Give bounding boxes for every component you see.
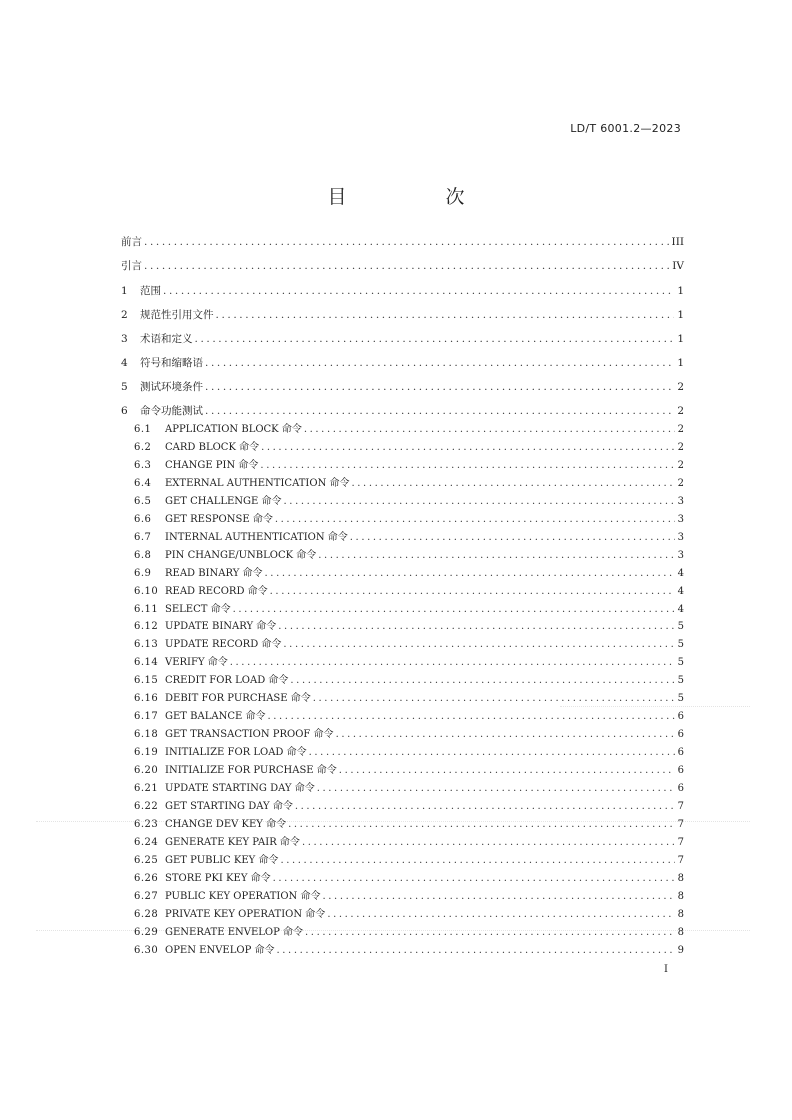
toc-entry-number: 6.11 bbox=[134, 603, 159, 615]
toc-entry[interactable] bbox=[134, 602, 684, 618]
leader-dots bbox=[278, 619, 674, 635]
toc-entry-title bbox=[134, 763, 339, 779]
toc-entry-number: 6.27 bbox=[134, 890, 159, 902]
toc-entry-title bbox=[134, 512, 275, 528]
toc-entry-title bbox=[134, 907, 327, 923]
toc-entry-label: APPLICATION BLOCK 命令 bbox=[165, 424, 302, 435]
toc-entry[interactable] bbox=[134, 907, 684, 923]
leader-dots bbox=[350, 530, 675, 546]
toc-entry[interactable] bbox=[121, 331, 684, 347]
toc-entry-label: GENERATE ENVELOP 命令 bbox=[165, 926, 304, 938]
toc-page-number: 8 bbox=[677, 872, 684, 884]
toc-page-number: 3 bbox=[677, 549, 684, 561]
toc-page-number: 4 bbox=[677, 585, 684, 597]
toc-entry-title bbox=[134, 637, 283, 653]
toc-entry[interactable] bbox=[134, 530, 684, 546]
toc-entry-number: 6.8 bbox=[134, 549, 152, 561]
leader-dots bbox=[318, 548, 674, 564]
toc-entry[interactable] bbox=[134, 853, 684, 869]
toc-entry-label: UPDATE RECORD 命令 bbox=[165, 639, 282, 651]
toc-entry-number: 5 bbox=[121, 381, 128, 393]
toc-entry-number: 6.22 bbox=[134, 800, 159, 812]
leader-dots bbox=[302, 835, 675, 851]
toc-page-number: 2 bbox=[677, 424, 684, 435]
toc-page-number: 8 bbox=[677, 908, 684, 920]
toc-entry-title bbox=[134, 799, 295, 815]
toc-entry-number: 6.6 bbox=[134, 513, 152, 525]
toc-page-number: III bbox=[671, 236, 684, 248]
leader-dots bbox=[275, 512, 675, 528]
toc-entry-number: 6.18 bbox=[134, 729, 159, 741]
leader-dots bbox=[304, 422, 675, 438]
toc-entry-number: 6.29 bbox=[134, 926, 159, 938]
toc-page-number: 1 bbox=[677, 285, 684, 297]
toc-entry-label: VERIFY 命令 bbox=[165, 657, 228, 669]
toc-entry-title bbox=[134, 566, 265, 582]
toc-entry-label: INITIALIZE FOR PURCHASE 命令 bbox=[165, 765, 337, 777]
toc-entry-label: UPDATE BINARY 命令 bbox=[165, 621, 277, 633]
toc-entry[interactable] bbox=[134, 799, 684, 815]
toc-entry-title bbox=[134, 781, 317, 797]
leader-dots bbox=[230, 655, 675, 671]
toc-entry-number: 6.14 bbox=[134, 657, 159, 669]
toc-page-number: 1 bbox=[677, 333, 684, 345]
leader-dots bbox=[305, 925, 675, 941]
toc-entry-label: PIN CHANGE/UNBLOCK 命令 bbox=[165, 549, 317, 561]
toc-page-number: 6 bbox=[677, 729, 684, 741]
toc-entry-label: GET TRANSACTION PROOF 命令 bbox=[165, 729, 334, 741]
toc-entry-title bbox=[134, 619, 278, 635]
toc-entry-title bbox=[134, 548, 318, 564]
toc-entry-title bbox=[134, 476, 352, 492]
toc-entry[interactable] bbox=[134, 727, 684, 743]
toc-entry-label: 引言 bbox=[121, 260, 142, 272]
toc-entry[interactable] bbox=[134, 584, 684, 600]
toc-entry-label: GENERATE KEY PAIR 命令 bbox=[165, 836, 300, 848]
toc-entry[interactable] bbox=[134, 548, 684, 564]
toc-entry[interactable] bbox=[134, 709, 684, 725]
toc-entry-title bbox=[134, 817, 288, 833]
toc-entry-title bbox=[121, 379, 205, 395]
leader-dots bbox=[284, 494, 675, 510]
leader-dots bbox=[290, 673, 674, 689]
toc-entry[interactable] bbox=[134, 637, 684, 653]
toc-page-number: 8 bbox=[677, 926, 684, 938]
leader-dots bbox=[261, 440, 675, 456]
toc-entry-number: 6.13 bbox=[134, 639, 159, 651]
leader-dots bbox=[216, 307, 675, 323]
toc-entry[interactable] bbox=[121, 283, 684, 299]
toc-entry-label: 术语和定义 bbox=[140, 333, 193, 345]
leader-dots bbox=[276, 943, 674, 959]
toc-entry-number: 6.30 bbox=[134, 944, 159, 956]
toc-entry[interactable] bbox=[121, 403, 684, 419]
toc-entry-label: STORE PKI KEY 命令 bbox=[165, 872, 271, 884]
toc-page-number: 4 bbox=[677, 603, 684, 615]
toc-entry-title bbox=[121, 403, 205, 419]
toc-entry-title bbox=[134, 709, 267, 725]
toc-entry-number: 6.5 bbox=[134, 495, 152, 507]
toc-page-number: 5 bbox=[677, 675, 684, 687]
toc-entry-title bbox=[121, 355, 205, 371]
toc-entry[interactable] bbox=[134, 458, 684, 474]
leader-dots bbox=[144, 234, 669, 250]
toc-entry[interactable] bbox=[134, 673, 684, 689]
toc-entry-number: 6.2 bbox=[134, 441, 152, 453]
leader-dots bbox=[233, 602, 675, 618]
toc-page-number: 7 bbox=[677, 854, 684, 866]
toc-entry-label: READ BINARY 命令 bbox=[165, 567, 263, 579]
toc-entry-number: 6.9 bbox=[134, 567, 152, 579]
toc-page-number: 7 bbox=[677, 818, 684, 830]
toc-entry-number: 6.28 bbox=[134, 908, 159, 920]
toc-entry[interactable] bbox=[134, 781, 684, 797]
toc-entry-label: READ RECORD 命令 bbox=[165, 585, 268, 597]
leader-dots bbox=[265, 566, 675, 582]
toc-entry-label: GET STARTING DAY 命令 bbox=[165, 800, 293, 812]
toc-entry[interactable] bbox=[134, 871, 684, 887]
toc-entry[interactable] bbox=[134, 763, 684, 779]
leader-dots bbox=[327, 907, 674, 923]
leader-dots bbox=[205, 355, 674, 371]
leader-dots bbox=[317, 781, 675, 797]
toc-page-number: 5 bbox=[677, 657, 684, 669]
toc-page-number: 9 bbox=[677, 944, 684, 956]
toc-entry-number: 6.21 bbox=[134, 783, 159, 794]
toc-entry-label: SELECT 命令 bbox=[165, 603, 231, 615]
toc-page-number: 7 bbox=[677, 836, 684, 848]
toc-entry[interactable] bbox=[121, 379, 684, 395]
toc-entry-title bbox=[121, 258, 144, 274]
toc-entry-label: 范围 bbox=[140, 285, 161, 297]
leader-dots bbox=[273, 871, 675, 887]
toc-entry[interactable] bbox=[134, 889, 684, 905]
leader-dots bbox=[352, 476, 675, 492]
toc-entry[interactable] bbox=[134, 422, 684, 438]
toc-page-number: 6 bbox=[677, 765, 684, 777]
toc-entry-number: 6.3 bbox=[134, 459, 152, 471]
leader-dots bbox=[339, 763, 675, 779]
toc-entry-label: GET CHALLENGE 命令 bbox=[165, 495, 282, 507]
toc-entry-title bbox=[134, 602, 233, 618]
toc-entry[interactable] bbox=[134, 835, 684, 851]
leader-dots bbox=[336, 727, 675, 743]
toc-entry-number: 6.15 bbox=[134, 675, 159, 687]
toc-entry-label: 符号和缩略语 bbox=[140, 357, 203, 369]
toc-entry-title bbox=[134, 673, 290, 689]
toc-entry-number: 1 bbox=[121, 285, 128, 297]
document-code: LD/T 6001.2—2023 bbox=[570, 122, 681, 135]
toc-entry-label: UPDATE STARTING DAY 命令 bbox=[165, 783, 315, 794]
toc-entry-title bbox=[121, 283, 163, 299]
toc-entry-title bbox=[134, 727, 336, 743]
toc-page-number: 6 bbox=[677, 711, 684, 723]
toc-entry-label: CHANGE PIN 命令 bbox=[165, 459, 259, 471]
toc-entry-title bbox=[121, 307, 216, 323]
toc-entry-title bbox=[134, 871, 273, 887]
toc-entry-label: EXTERNAL AUTHENTICATION 命令 bbox=[165, 477, 350, 489]
toc-entry-number: 6.23 bbox=[134, 818, 159, 830]
toc-page-number: 5 bbox=[677, 693, 684, 705]
toc-entry-number: 6.25 bbox=[134, 854, 159, 866]
toc-entry-label: 前言 bbox=[121, 236, 142, 248]
toc-entry-label: DEBIT FOR PURCHASE 命令 bbox=[165, 693, 311, 705]
toc-entry-number: 6.10 bbox=[134, 585, 159, 597]
toc-entry[interactable] bbox=[121, 234, 684, 250]
leader-dots bbox=[260, 458, 674, 474]
toc-entry-label: 规范性引用文件 bbox=[140, 309, 214, 321]
toc-entry[interactable] bbox=[134, 925, 684, 941]
toc-entry-number: 6.1 bbox=[134, 424, 152, 435]
toc-entry-number: 6.26 bbox=[134, 872, 159, 884]
toc-page-number: 2 bbox=[677, 381, 684, 393]
toc-entry-label: 测试环境条件 bbox=[140, 381, 203, 393]
toc-entry[interactable] bbox=[134, 943, 684, 959]
leader-dots bbox=[313, 691, 675, 707]
toc-entry-number: 4 bbox=[121, 357, 128, 369]
toc-page-number: 1 bbox=[677, 309, 684, 321]
toc-page-number: 4 bbox=[677, 567, 684, 579]
leader-dots bbox=[322, 889, 674, 905]
leader-dots bbox=[195, 331, 675, 347]
toc-page-number: 1 bbox=[677, 357, 684, 369]
page-number: I bbox=[664, 964, 668, 975]
toc-entry-number: 2 bbox=[121, 309, 128, 321]
toc-page-number: 6 bbox=[677, 783, 684, 794]
toc-entry-title bbox=[134, 691, 313, 707]
toc-entry[interactable] bbox=[134, 566, 684, 582]
toc-page-number: 3 bbox=[677, 513, 684, 525]
toc-entry[interactable] bbox=[121, 307, 684, 323]
toc-entry-label: CHANGE DEV KEY 命令 bbox=[165, 818, 287, 830]
toc-entry-title bbox=[134, 835, 302, 851]
toc-page-number: 5 bbox=[677, 621, 684, 633]
leader-dots bbox=[309, 745, 675, 761]
leader-dots bbox=[270, 584, 675, 600]
toc-page-number: 7 bbox=[677, 800, 684, 812]
leader-dots bbox=[205, 379, 674, 395]
toc-entry-title bbox=[134, 853, 280, 869]
toc-entry-label: 命令功能测试 bbox=[140, 405, 203, 417]
page-title: 目 次 bbox=[327, 186, 505, 208]
leader-dots bbox=[280, 853, 674, 869]
toc-page-number: 3 bbox=[677, 495, 684, 507]
toc-page-number: 2 bbox=[677, 459, 684, 471]
toc-entry-title bbox=[134, 745, 309, 761]
leader-dots bbox=[163, 283, 674, 299]
toc-entry-number: 6.19 bbox=[134, 747, 159, 759]
leader-dots bbox=[267, 709, 674, 725]
toc-entry-label: INITIALIZE FOR LOAD 命令 bbox=[165, 747, 307, 759]
toc-entry-label: PUBLIC KEY OPERATION 命令 bbox=[165, 890, 321, 902]
toc-page-number: 2 bbox=[677, 441, 684, 453]
toc-entry-number: 6.24 bbox=[134, 836, 159, 848]
toc-entry-label: OPEN ENVELOP 命令 bbox=[165, 944, 275, 956]
toc-entry[interactable] bbox=[134, 745, 684, 761]
leader-dots bbox=[295, 799, 675, 815]
toc-entry-label: PRIVATE KEY OPERATION 命令 bbox=[165, 908, 326, 920]
toc-entry-title bbox=[134, 530, 350, 546]
toc-entry[interactable] bbox=[134, 494, 684, 510]
toc-entry-label: INTERNAL AUTHENTICATION 命令 bbox=[165, 531, 348, 543]
toc-entry-label: GET BALANCE 命令 bbox=[165, 711, 266, 723]
toc-page-number: 6 bbox=[677, 747, 684, 759]
toc-entry[interactable] bbox=[121, 355, 684, 371]
toc-entry-number: 6.20 bbox=[134, 765, 159, 777]
toc-entry[interactable] bbox=[134, 619, 684, 635]
toc-entry-title bbox=[134, 889, 322, 905]
toc-entry-label: GET RESPONSE 命令 bbox=[165, 513, 273, 525]
leader-dots bbox=[283, 637, 674, 653]
toc-page-number: IV bbox=[672, 260, 684, 272]
toc-page-number: 5 bbox=[677, 639, 684, 651]
leader-dots bbox=[288, 817, 675, 833]
leader-dots bbox=[205, 403, 674, 419]
toc-entry-number: 6.12 bbox=[134, 621, 159, 633]
toc-entry-number: 6.16 bbox=[134, 693, 159, 705]
toc-page-number: 2 bbox=[677, 405, 684, 417]
toc-entry-title bbox=[134, 655, 230, 671]
toc-entry-title bbox=[121, 331, 195, 347]
toc-entry-label: CARD BLOCK 命令 bbox=[165, 441, 260, 453]
toc-entry-number: 6 bbox=[121, 405, 128, 417]
toc-entry[interactable] bbox=[134, 440, 684, 456]
toc-entry-title bbox=[134, 925, 305, 941]
toc-page-number: 8 bbox=[677, 890, 684, 902]
leader-dots bbox=[144, 258, 669, 274]
toc-entry-number: 3 bbox=[121, 333, 128, 345]
toc-entry-label: GET PUBLIC KEY 命令 bbox=[165, 854, 279, 866]
toc-entry-title bbox=[134, 440, 261, 456]
toc-entry[interactable] bbox=[134, 476, 684, 492]
toc-entry-title bbox=[134, 584, 270, 600]
toc-entry-title bbox=[121, 234, 144, 250]
toc-entry-title bbox=[134, 458, 260, 474]
toc-entry[interactable] bbox=[134, 691, 684, 707]
toc-entry-label: CREDIT FOR LOAD 命令 bbox=[165, 675, 289, 687]
toc-entry[interactable] bbox=[134, 655, 684, 671]
toc-page-number: 2 bbox=[677, 477, 684, 489]
toc-entry-title bbox=[134, 943, 276, 959]
toc-entry[interactable] bbox=[134, 512, 684, 528]
toc-entry-title bbox=[134, 422, 304, 438]
toc-entry-title bbox=[134, 494, 284, 510]
toc-entry[interactable] bbox=[134, 817, 684, 833]
toc-entry[interactable] bbox=[121, 258, 684, 274]
toc-page-number: 3 bbox=[677, 531, 684, 543]
toc-entry-number: 6.17 bbox=[134, 711, 159, 723]
toc-entry-number: 6.7 bbox=[134, 531, 152, 543]
toc-entry-number: 6.4 bbox=[134, 477, 152, 489]
